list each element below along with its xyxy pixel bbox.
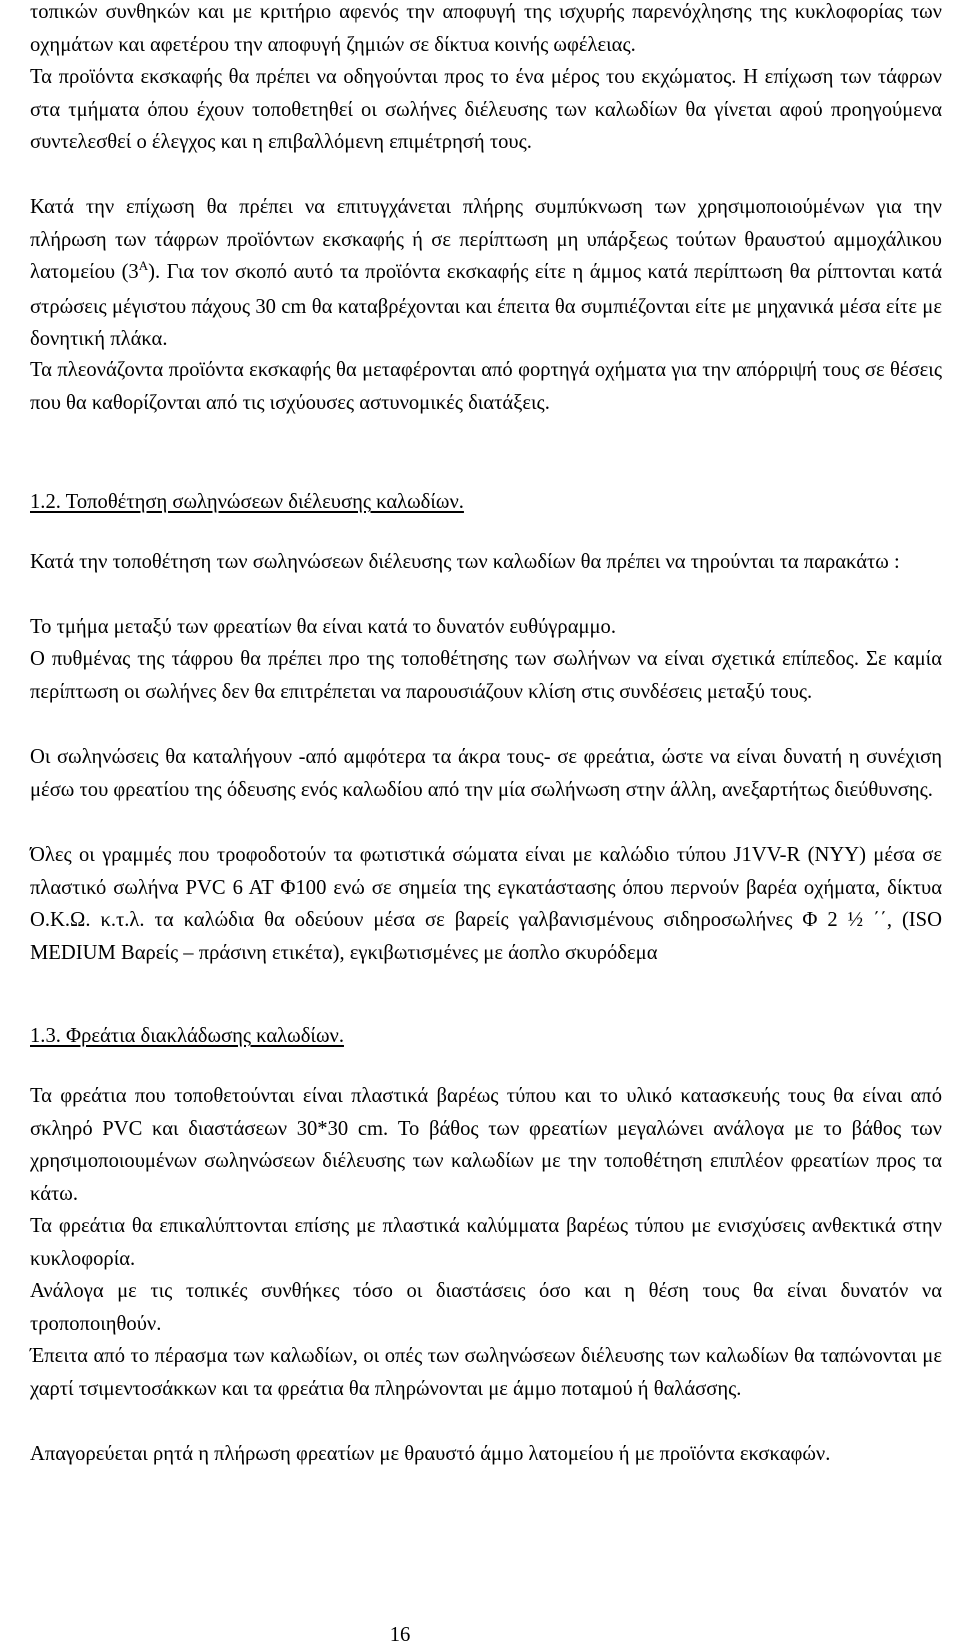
paragraph-cable-lines: Όλες οι γραμμές που τροφοδοτούν τα φωτιστικά σώματα είναι με καλώδιο τύπου J1VV-R (NYY) μέσα σε πλαστικό σωλήνα PVC 6 AT Φ100 ενώ σε σημεία της εγκατάστασης όπου περνούν βαρέα οχήματα, δίκτυα Ο.Κ.Ω. κ.τ.λ. τα καλώδια θα οδεύουν μέσα σε βαρείς γαλβανισμένους σιδηροσωλήνες Φ 2 ½ ΄΄, (ISO MEDIUM Βαρείς – πράσινη ετικέτα), εγκιβωτισμένες με άοπλο σκυρόδεμα: [30, 844, 942, 964]
paragraph-pipes-intro: Κατά την τοποθέτηση των σωληνώσεων διέλευσης των καλωδίων θα πρέπει να τηρούνται τα παρακάτω :: [30, 551, 900, 573]
backfill-superscript: Α: [138, 258, 149, 273]
paragraph-pipe-ends: Οι σωληνώσεις θα καταλήγουν -από αμφότερα τα άκρα τους- σε φρεάτια, ώστε να είναι δυνατή η συνέχιση μέσω του φρεατίου της όδευσης ενός καλωδίου από την μία σωλήνωση στην άλλη, ανεξαρτήτως διεύθυνσης.: [30, 746, 942, 801]
section-heading-1-3: 1.3. Φρεάτια διακλάδωσης καλωδίων.: [30, 1025, 344, 1047]
paragraph-trench-bottom: Ο πυθμένας της τάφρου θα πρέπει προ της τοποθέτησης των σωλήνων να είναι σχετικά επίπεδος. Σε καμία περίπτωση οι σωλήνες δεν θα επιτρέπεται να παρουσιάζουν κλίση στις συνδέσεις μεταξύ τους.: [30, 648, 942, 703]
paragraph-dimensions: Ανάλογα με τις τοπικές συνθήκες τόσο οι διαστάσεις όσο και η θέση τους θα είναι δυνατόν να τροποποιηθούν.: [30, 1280, 942, 1335]
paragraph-backfill: [30, 191, 942, 356]
paragraph-intro: τοπικών συνθηκών και με κριτήριο αφενός την αποφυγή της ισχυρής παρενόχλησης της κυκλοφορίας των οχημάτων και αφετέρου την αποφυγή ζημιών σε δίκτυα κοινής ωφέλειας.: [30, 1, 942, 56]
paragraph-straight-section: Το τμήμα μεταξύ των φρεατίων θα είναι κατά το δυνατόν ευθύγραμμο.: [30, 616, 617, 638]
backfill-text-b: ). Για τον σκοπό αυτό τα προϊόντα εκσκαφής είτε η άμμος κατά περίπτωση θα ρίπτονται κατά στρώσεις μέγιστου πάχους 30 cm θα καταβρέχονται και έπειτα θα συμπιέζονται είτε με μηχανικά μέσα είτε με δονητική πλάκα.: [30, 261, 942, 350]
paragraph-manhole-material: Τα φρεάτια που τοποθετούνται είναι πλαστικά βαρέως τύπου και το υλικό κατασκευής τους θα είναι από σκληρό PVC και διαστάσεων 30*30 cm. Το βάθος των φρεατίων μεγαλώνει ανάλογα με το βάθος των χρησιμοποιουμένων σωληνώσεων διέλευσης των καλωδίων με την τοποθέτηση επιπλέον φρεατίων προς τα κάτω.: [30, 1085, 942, 1205]
paragraph-surplus: Τα πλεονάζοντα προϊόντα εκσκαφής θα μεταφέρονται από φορτηγά οχήματα για την απόρριψή τους σε θέσεις που θα καθορίζονται από τις ισχύουσες αστυνομικές διατάξεις.: [30, 359, 942, 414]
paragraph-forbidden-fill: Απαγορεύεται ρητά η πλήρωση φρεατίων με θραυστό άμμο λατομείου ή με προϊόντα εκσκαφών.: [30, 1443, 831, 1465]
paragraph-sealing: Έπειτα από το πέρασμα των καλωδίων, οι οπές των σωληνώσεων διέλευσης των καλωδίων θα ταπώνονται με χαρτί τσιμεντοσάκκων και τα φρεάτια θα πληρώνονται με άμμο ποταμού ή θαλάσσης.: [30, 1345, 942, 1400]
page-number: 16: [389, 1624, 411, 1646]
section-heading-1-2: 1.2. Τοποθέτηση σωληνώσεων διέλευσης καλωδίων.: [30, 491, 464, 513]
paragraph-excavation-products: Τα προϊόντα εκσκαφής θα πρέπει να οδηγούνται προς το ένα μέρος του εκχώματος. Η επίχωση των τάφρων στα τμήματα όπου έχουν τοποθετηθεί οι σωλήνες διέλευσης των καλωδίων θα γίνεται αφού προηγούμενα συντελεσθεί ο έλεγχος και η επιβαλλόμενη επιμέτρησή τους.: [30, 66, 942, 153]
paragraph-manhole-covers: Τα φρεάτια θα επικαλύπτονται επίσης με πλαστικά καλύμματα βαρέως τύπου με ενισχύσεις ανθεκτικά στην κυκλοφορία.: [30, 1215, 942, 1270]
backfill-text-a: Κατά την επίχωση θα πρέπει να επιτυγχάνεται πλήρης συμπύκνωση των χρησιμοποιούμένων για την πλήρωση των τάφρων προϊόντων εκσκαφής ή σε περίπτωση μη υπάρξεως τούτων θραυστού αμμοχάλικου λατομείου (3: [30, 196, 942, 283]
